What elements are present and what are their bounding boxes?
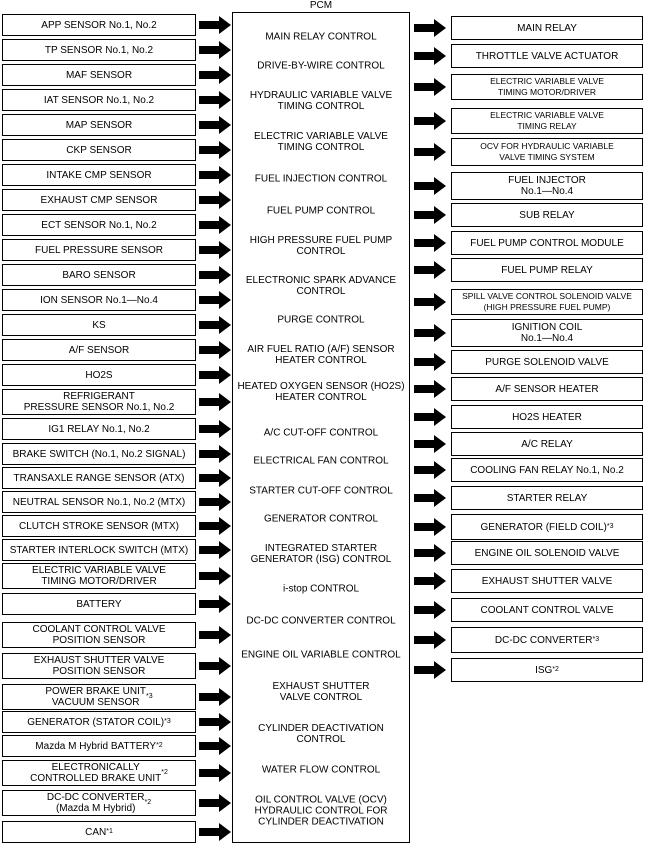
output-arrow-icon [414,435,446,453]
output-box: A/C RELAY [451,432,643,456]
pcm-function: HYDRAULIC VARIABLE VALVE TIMING CONTROL [249,90,393,112]
input-box: IAT SENSOR No.1, No.2 [2,89,196,111]
output-box: COOLING FAN RELAY No.1, No.2 [451,458,643,482]
output-box: HO2S HEATER [451,405,643,429]
output-box: FUEL INJECTOR No.1—No.4 [451,172,643,200]
input-box: ION SENSOR No.1—No.4 [2,289,196,311]
output-arrow-icon [414,206,446,224]
input-arrow-icon [199,764,231,782]
input-box: GENERATOR (STATOR COIL) *3 [2,711,196,733]
output-box: PURGE SOLENOID VALVE [451,350,643,374]
input-box: BATTERY [2,593,196,615]
output-box: ELECTRIC VARIABLE VALVE TIMING MOTOR/DRIVER [451,74,643,100]
output-box: STARTER RELAY [451,486,643,510]
output-box: OCV FOR HYDRAULIC VARIABLE VALVE TIMING SYSTEM [451,138,643,166]
output-arrow-icon [414,489,446,507]
input-box: BRAKE SWITCH (No.1, No.2 SIGNAL) [2,443,196,465]
output-box: FUEL PUMP RELAY [451,258,643,282]
input-box: TRANSAXLE RANGE SENSOR (ATX) [2,467,196,489]
input-box: COOLANT CONTROL VALVE POSITION SENSOR [2,622,196,648]
input-box: ECT SENSOR No.1, No.2 [2,214,196,236]
pcm-function: INTEGRATED STARTER GENERATOR (ISG) CONTROL [250,543,392,565]
output-arrow-icon [414,78,446,96]
output-box: A/F SENSOR HEATER [451,377,643,401]
input-arrow-icon [199,116,231,134]
input-arrow-icon [199,291,231,309]
output-arrow-icon [414,631,446,649]
input-box: POWER BRAKE UNIT VACUUM SENSOR *3 [2,684,196,710]
pcm-function: HIGH PRESSURE FUEL PUMP CONTROL [249,235,393,257]
input-arrow-icon [199,541,231,559]
output-arrow-icon [414,47,446,65]
input-box: FUEL PRESSURE SENSOR [2,239,196,261]
pcm-function: CYLINDER DEACTIVATION CONTROL [258,723,384,745]
input-arrow-icon [199,713,231,731]
pcm-function: HEATED OXYGEN SENSOR (HO2S) HEATER CONTROL [237,381,405,403]
output-box: FUEL PUMP CONTROL MODULE [451,231,643,255]
output-box: EXHAUST SHUTTER VALVE [451,569,643,593]
input-arrow-icon [199,737,231,755]
input-box: Mazda M Hybrid BATTERY *2 [2,735,196,757]
input-box: CAN *1 [2,821,196,843]
input-arrow-icon [199,266,231,284]
input-arrow-icon [199,16,231,34]
input-arrow-icon [199,420,231,438]
pcm-function: ELECTRIC VARIABLE VALVE TIMING CONTROL [254,131,388,153]
output-arrow-icon [414,261,446,279]
input-box: IG1 RELAY No.1, No.2 [2,418,196,440]
input-arrow-icon [199,91,231,109]
input-arrow-icon [199,316,231,334]
output-box: ELECTRIC VARIABLE VALVE TIMING RELAY [451,108,643,134]
output-arrow-icon [414,234,446,252]
input-box: HO2S [2,364,196,386]
input-arrow-icon [199,657,231,675]
input-arrow-icon [199,393,231,411]
output-arrow-icon [414,353,446,371]
input-box: REFRIGERANT PRESSURE SENSOR No.1, No.2 [2,389,196,415]
input-box: EXHAUST SHUTTER VALVE POSITION SENSOR [2,653,196,679]
input-box: A/F SENSOR [2,339,196,361]
pcm-function: i-stop CONTROL [282,583,360,595]
input-arrow-icon [199,241,231,259]
output-box: DC-DC CONVERTER *3 [451,627,643,653]
output-arrow-icon [414,572,446,590]
input-box: CLUTCH STROKE SENSOR (MTX) [2,515,196,537]
output-arrow-icon [414,324,446,342]
input-arrow-icon [199,794,231,812]
pcm-function: FUEL PUMP CONTROL [266,205,376,217]
output-box: THROTTLE VALVE ACTUATOR [451,44,643,68]
output-box: SUB RELAY [451,203,643,227]
input-box: TP SENSOR No.1, No.2 [2,39,196,61]
output-arrow-icon [414,177,446,195]
input-box: APP SENSOR No.1, No.2 [2,14,196,36]
input-box: EXHAUST CMP SENSOR [2,189,196,211]
pcm-function: FUEL INJECTION CONTROL [254,173,388,185]
pcm-function: WATER FLOW CONTROL [261,764,381,776]
input-arrow-icon [199,166,231,184]
output-box: ISG *2 [451,658,643,682]
pcm-function: PURGE CONTROL [277,314,365,326]
input-arrow-icon [199,191,231,209]
output-arrow-icon [414,461,446,479]
pcm-function: MAIN RELAY CONTROL [265,31,377,43]
input-arrow-icon [199,41,231,59]
input-arrow-icon [199,341,231,359]
pcm-title: PCM [309,0,333,11]
output-arrow-icon [414,380,446,398]
input-box: KS [2,314,196,336]
output-box: GENERATOR (FIELD COIL) *3 [451,514,643,540]
input-box: NEUTRAL SENSOR No.1, No.2 (MTX) [2,491,196,513]
input-arrow-icon [199,493,231,511]
pcm-function: ELECTRONIC SPARK ADVANCE CONTROL [245,275,397,297]
input-arrow-icon [199,823,231,841]
input-arrow-icon [199,626,231,644]
pcm-function: AIR FUEL RATIO (A/F) SENSOR HEATER CONTROL [247,344,395,366]
input-arrow-icon [199,595,231,613]
input-arrow-icon [199,66,231,84]
input-box: ELECTRIC VARIABLE VALVE TIMING MOTOR/DRIVER [2,563,196,589]
output-box: COOLANT CONTROL VALVE [451,598,643,622]
input-arrow-icon [199,141,231,159]
output-arrow-icon [414,293,446,311]
pcm-function: GENERATOR CONTROL [263,513,379,525]
output-box: MAIN RELAY [451,16,643,40]
pcm-function: OIL CONTROL VALVE (OCV) HYDRAULIC CONTROL FOR CYLINDER DEACTIVATION [254,794,388,828]
input-box: STARTER INTERLOCK SWITCH (MTX) [2,539,196,561]
input-box: MAP SENSOR [2,114,196,136]
input-box: DC-DC CONVERTER (Mazda M Hybrid) *2 [2,790,196,816]
pcm-function: ELECTRICAL FAN CONTROL [253,455,389,467]
output-arrow-icon [414,661,446,679]
input-arrow-icon [199,688,231,706]
input-arrow-icon [199,567,231,585]
input-arrow-icon [199,445,231,463]
input-arrow-icon [199,469,231,487]
output-box: SPILL VALVE CONTROL SOLENOID VALVE (HIGH PRESSURE FUEL PUMP) [451,289,643,315]
output-arrow-icon [414,601,446,619]
output-arrow-icon [414,143,446,161]
pcm-function: A/C CUT-OFF CONTROL [263,427,379,439]
output-arrow-icon [414,112,446,130]
input-arrow-icon [199,517,231,535]
output-arrow-icon [414,19,446,37]
output-box: IGNITION COIL No.1—No.4 [451,319,643,347]
input-arrow-icon [199,216,231,234]
input-box: CKP SENSOR [2,139,196,161]
output-arrow-icon [414,408,446,426]
pcm-function: DC-DC CONVERTER CONTROL [246,615,396,627]
pcm-function: DRIVE-BY-WIRE CONTROL [257,60,385,72]
input-arrow-icon [199,366,231,384]
output-arrow-icon [414,544,446,562]
input-box: BARO SENSOR [2,264,196,286]
input-box: MAF SENSOR [2,64,196,86]
pcm-function: EXHAUST SHUTTER VALVE CONTROL [272,681,370,703]
pcm-function: STARTER CUT-OFF CONTROL [249,485,393,497]
pcm-function: ENGINE OIL VARIABLE CONTROL [241,649,401,661]
output-arrow-icon [414,518,446,536]
output-box: ENGINE OIL SOLENOID VALVE [451,541,643,565]
input-box: ELECTRONICALLY CONTROLLED BRAKE UNIT *2 [2,760,196,786]
input-box: INTAKE CMP SENSOR [2,164,196,186]
